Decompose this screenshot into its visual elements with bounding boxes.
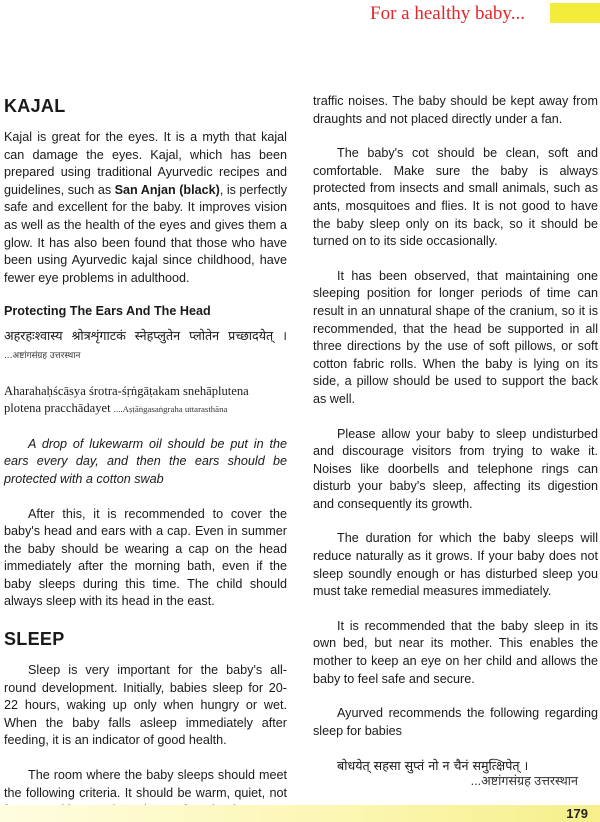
verse1-devanagari: अहरहःश्वास्य श्रोत्रशृंगाटकं स्नेहप्लुतेन प्लोतेन प्रच्छादयेत्‌ । — [4, 328, 287, 344]
san-anjan-text: San Anjan (black) — [114, 182, 220, 197]
header-title: For a healthy baby... — [370, 3, 525, 24]
header-accent-band — [550, 3, 600, 23]
page-number: 179 — [566, 806, 588, 821]
sleep-paragraph-1: Sleep is very important for the baby's all-round development. Initially, babies sleep for 20-22 hours, waking up only when hungry or wet. When the baby falls asleep immediately after feeding, it is an indicator of good health. — [4, 663, 287, 748]
translit-line-1: Aharahaḥścāsya śrotra-śṛṅgāṭakam snehāplutena — [4, 383, 249, 398]
verse2-source: ...अष्टांगसंग्रह उत्तरस्थान — [470, 774, 578, 788]
undisturbed-sleep-paragraph: Please allow your baby to sleep undisturbed and discourage visitors from trying to wake it. Noises like doorbells and telephone rings can disturb your baby's sleep, affecting its digestion and consequently its growth. — [313, 426, 598, 511]
right-column — [313, 93, 598, 787]
kajal-text-a: Kajal is great for the eyes. It is a myth that kajal can damage the eyes. Kajal, which has been prepared using traditional Ayurvedic recipes and guidelines, such as — [4, 130, 287, 197]
translit-source: ....Aṣṭāṅgasaṅgraha uttarasthāna — [113, 404, 228, 415]
kajal-paragraph — [4, 129, 287, 287]
oil-instruction: A drop of lukewarm oil should be put in the ears every day, and then the ears should be protected with a cotton swab — [4, 436, 287, 486]
cot-paragraph: The baby's cot should be clean, soft and comfortable. Make sure the baby is always protected from insects and small animals, such as ants, mosquitoes and flies. It is not good to have the baby sleep only on its back, so it should be turned on to its side occasionally. — [313, 146, 598, 249]
ayurved-recommendation: Ayurved recommends the following regarding sleep for babies — [313, 706, 598, 738]
kajal-heading: KAJAL — [4, 96, 66, 116]
sleep-heading: SLEEP — [4, 629, 65, 650]
sanskrit-verse-ears — [4, 327, 287, 365]
right-paragraph-0: traffic noises. The baby should be kept away from draughts and not placed directly under a fan. — [313, 94, 598, 126]
sleep-paragraph-2: The room where the baby sleeps should meet the following criteria. It should be warm, quiet, not — [4, 768, 287, 800]
kajal-text-b: , is perfectly safe and excellent for the baby. It improves vision as well as the health of the eyes and gives them a glow. It has also been found that those who have been using Ayurvedic kajal since childhood, have fewer eye problems in adulthood. — [4, 182, 288, 285]
sleeping-position-paragraph: It has been observed, that maintaining one sleeping position for longer periods of time can result in an unnatural shape of the cranium, so it is recommended, that the head be supported in all three directions by the use of soft pillows, or soft cotton fabric rolls. When the baby is lying on its side, a pillow should be used to support the back as well. — [313, 268, 598, 406]
left-column — [4, 95, 287, 820]
translit-line-2: plotena pracchādayet — [4, 401, 111, 416]
verse1-source: ...अष्टांगसंग्रह उत्तरस्थान — [4, 350, 81, 361]
sleep-duration-paragraph: The duration for which the baby sleeps will reduce naturally as it grows. If your baby does not sleep soundly enough or has disturbed sleep you must take remedial measures immediately. — [313, 531, 598, 599]
sanskrit-verse-sleep: बोधयेत्‌ सहसा सुप्तं नो न चैनं समुत्क्षिपेत्‌ । — [337, 758, 529, 774]
footer-band — [0, 805, 600, 822]
transliteration-ears — [4, 383, 287, 419]
own-bed-paragraph: It is recommended that the baby sleep in its own bed, but near its mother. This enables the mother to keep an eye on her child and allows the baby to feel safe and secure. — [313, 618, 598, 686]
ears-heading: Protecting The Ears And The Head — [4, 304, 211, 319]
cap-paragraph: After this, it is recommended to cover the baby's head and ears with a cap. Even in summer the baby should be wearing a cap on the head immediately after the morning bath, even if the baby sleeps during this time. The child should always sleep with its head in the east. — [4, 506, 287, 609]
